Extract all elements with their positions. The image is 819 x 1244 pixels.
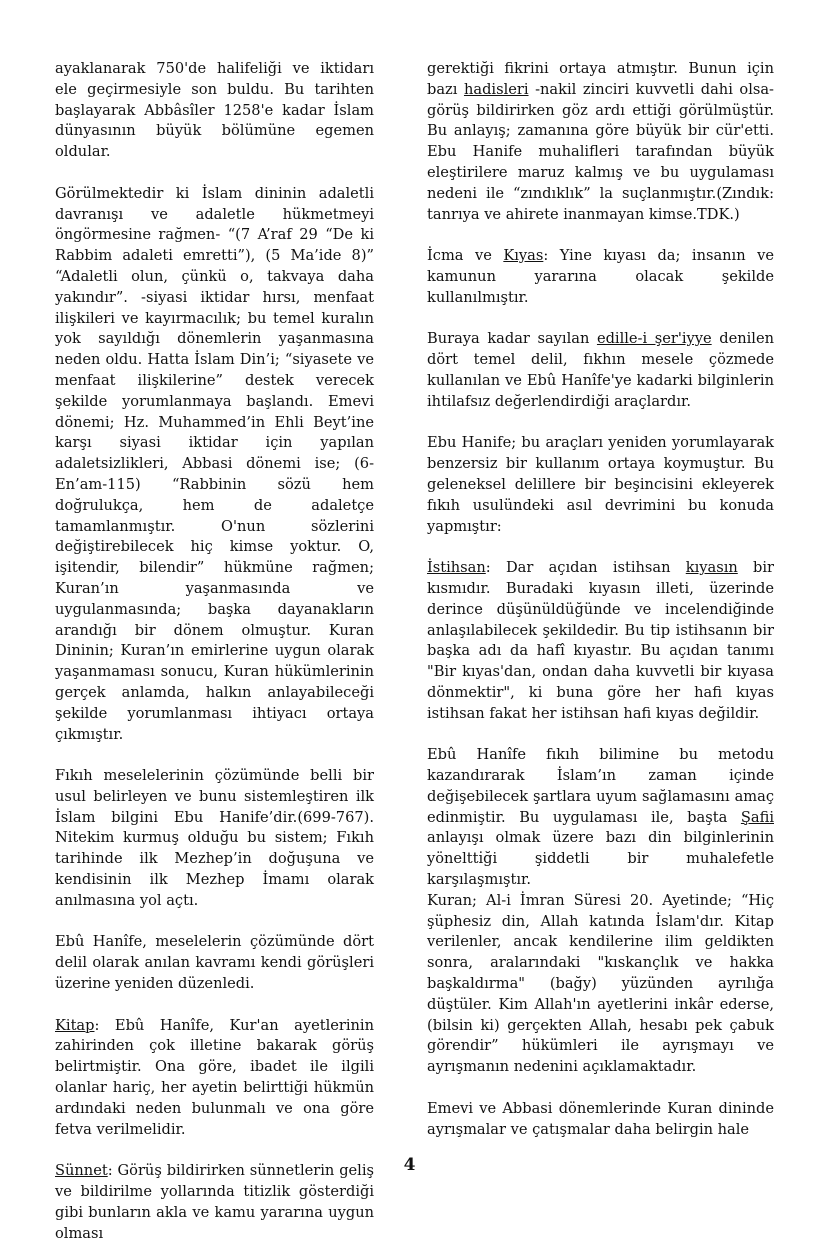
paragraph: Ebu Hanife; bu araçları yeniden yorumlayarak benzersiz bir kullanım ortaya koymuştur. Bu geleneksel delillere bir beşincisini ekleyerek fıkıh usulündeki asıl devrimini bu konuda yapmıştır: — [427, 434, 774, 535]
paragraph — [427, 745, 774, 891]
text-run: bir kısmıdır. Buradaki kıyasın illeti, üzerinde derince düşünüldüğünde ve incelendiğinde anlaşılabilecek şekildedir. Bu tip istihsanın bir başka adı da hafî kıyastır. Bu açıdan tanımı "Bir kıyas'dan, ondan daha kuvvetli bir kıyasa dönmektir", ki buna göre her hafi kıyas istihsan fakat her istihsan hafi kıyas değildir. — [427, 559, 775, 722]
hadisleri-term: hadisleri — [463, 80, 529, 98]
paragraph — [427, 59, 774, 225]
text-run: İcma ve — [427, 247, 504, 265]
paragraph — [427, 329, 774, 412]
text-run: Buraya kadar sayılan — [427, 330, 597, 348]
kiyas-heading: Kıyas — [503, 247, 544, 265]
paragraph: Fıkıh meselelerinin çözümünde belli bir usul belirleyen ve bunu sistemleştiren ilk İslam bilgini Ebu Hanife’dir.(699-767). Nitekim kurmuş olduğu bu sistem; Fıkıh tarihinde ilk Mezhep’in doğuşuna ve kendisinin ilk Mezhep İmamı olarak anılmasına yol açtı. — [55, 767, 374, 909]
paragraph: Görülmektedir ki İslam dininin adaletli davranışı ve adaletle hükmetmeyi öngörmesine rağmen- “(7 A’raf 29 “De ki Rabbim adaleti emretti”), (5 Ma’ide 8)” “Adaletli olun, çünkü o, takvaya daha yakındır”. -siyasi iktidar hırsı, menfaat ilişkileri ve kayırmacılık; bu temel kuralın yok sayıldığı dönemlerin yaşanmasına neden oldu. Hatta İslam Din’i; “siyasete ve menfaat ilişkilerine” destek verecek şekilde yorumlanmaya başlandı. Emevi dönemi; Hz. Muhammed’in Ehli Beyt’ine karşı siyasi iktidar için yapılan adaletsizlikleri, Abbasi dönemi ise; (6-En’am-115) “Rabbinin sözü hem doğrulukça, hem de adaletçe tamamlanmıştır. O'nun sözlerini değiştirebilecek hiç kimse yoktur. O, işitendir, bilendir” hükmüne rağmen; Kuran’ın yaşanmasında ve uygulanmasında; başka dayanakların arandığı bir dönem olmuştur. Kuran Dininin; Kuran’ın emirlerine uygun olarak yaşanmaması sonucu, Kuran hükümlerinin gerçek anlamda, halkın anlayabileceği şekilde yorumlanması ihtiyacı ortaya çıkmıştır. — [55, 184, 374, 743]
icma-paragraph — [427, 246, 774, 308]
sunnet-heading: Sünnet — [55, 1162, 108, 1180]
paragraph: ayaklanarak 750'de halifeliği ve iktidarı ele geçirmesiyle son buldu. Bu tarihten başlayarak Abbâsîler 1258'e kadar İslam dünyasının büyük bölümüne egemen oldular. — [55, 60, 374, 161]
kitap-heading: Kitap — [55, 1016, 95, 1034]
safii-term: Şafii — [740, 808, 774, 826]
left-column — [55, 59, 374, 1244]
text-run: : Yine kıyası da; insanın ve kamunun yararına olacak şekilde kullanılmıştır. — [427, 247, 774, 306]
edille-term: edille-i şer'iyye — [596, 330, 712, 348]
kitap-paragraph — [55, 1016, 374, 1141]
page-number: 4 — [403, 1155, 416, 1175]
sunnet-text: : Görüş bildirirken sünnetlerin geliş ve bildirilme yollarında titizlik gösterdiği gibi bunların akla ve kamu yararına uygun olması — [55, 1162, 374, 1242]
paragraph: Kuran; Al-i İmran Süresi 20. Ayetinde; “Hiç şüphesiz din, Allah katında İslam'dır. Kitap verilenler, ancak kendilerine ilim geldikten sonra, aralarındaki "kıskançlık ve hakka başkaldırma" (bağy) yüzünden ayrılığa düştüler. Kim Allah'ın ayetlerini inkâr ederse, (bilsin ki) gerçekten Allah, hesabı pek çabuk görendir” hükümleri ile ayrışmayı ve ayrışmanın nedenini açıklamaktadır. — [427, 891, 774, 1076]
text-run: : Dar açıdan istihsan — [485, 559, 686, 577]
text-run: denilen dört temel delil, fıkhın mesele çözmede kullanılan ve Ebû Hanîfe'ye kadarki bilginlerin ihtilafsız değerlendirdiği araçlardır. — [427, 330, 774, 410]
istihsan-heading: İstihsan — [427, 559, 486, 577]
kiyasin-term: kıyasın — [685, 559, 738, 577]
text-run: Ebû Hanîfe fıkıh bilimine bu metodu kazandırarak İslam’ın zaman içinde değişebilecek şartlara uyum sağlamasını amaç edinmiştir. Bu uygulaması ile, başta — [427, 746, 774, 826]
text-run: anlayışı olmak üzere bazı din bilginlerinin yöneltti̇ği şiddetli bir muhalefetle karşılaşmıştır. — [427, 829, 774, 889]
kitap-text: : Ebû Hanîfe, Kur'an ayetlerinin zahirinden çok illetine bakarak görüş belirtmiştir. Ona göre, ibadet ile ilgili olanlar hariç, her ayetin belirttiği hükmün ardındaki neden bulunmalı ve ona göre fetva verilmelidir. — [55, 1016, 374, 1138]
istihsan-paragraph — [427, 558, 774, 724]
paragraph: Ebû Hanîfe, meselelerin çözümünde dört delil olarak anılan kavramı kendi görüşleri üzerine yeniden düzenledi. — [55, 933, 374, 993]
text-run: gerektiği fikrini ortaya atmıştır. Bunun için bazı — [427, 60, 774, 98]
text-run: -nakil zinciri kuvvetli dahi olsa- görüş bildirirken göz ardı ettiği görülmüştür. Bu anlayış; zamanına göre büyük bir cür'etti. Ebu Hanife muhalifleri tarafından büyük eleştirilere maruz kalmış ve bu uygulaması nedeni ile “zındıklık” la suçlanmıştır.(Zındık: tanrıya ve ahirete inanmayan kimse.TDK.) — [427, 80, 774, 223]
paragraph: Emevi ve Abbasi dönemlerinde Kuran dininde ayrışmalar ve çatışmalar daha belirgin hale — [427, 1099, 774, 1138]
right-column — [427, 59, 774, 1140]
